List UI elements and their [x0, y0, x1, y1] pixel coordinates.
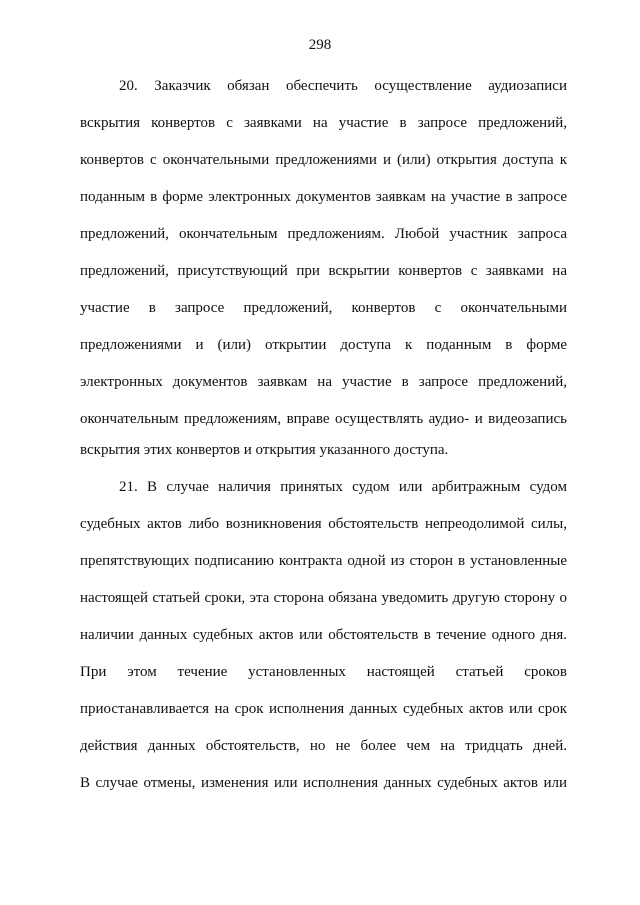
paragraph-21-line: настоящей статьей сроки, эта сторона обязана уведомить другую сторону о — [80, 590, 567, 606]
paragraph-21-line: препятствующих подписанию контракта одной из сторон в установленные — [80, 553, 567, 569]
page-number: 298 — [308, 37, 332, 53]
paragraph-20-line: участие в запросе предложений, конвертов с окончательными — [80, 300, 567, 316]
paragraph-20-line: предложений, присутствующий при вскрытии конвертов с заявками на — [80, 263, 567, 279]
paragraph-21-line: действия данных обстоятельств, но не более чем на тридцать дней. — [80, 738, 567, 754]
paragraph-21-line: В случае отмены, изменения или исполнения данных судебных актов или — [80, 775, 567, 791]
paragraph-21-line: 21. В случае наличия принятых судом или арбитражным судом — [119, 479, 567, 495]
paragraph-20-line: окончательным предложениям, вправе осуществлять аудио- и видеозапись — [80, 411, 567, 427]
paragraph-21-line: наличии данных судебных актов или обстоятельств в течение одного дня. — [80, 627, 567, 643]
paragraph-20-line: предложений, окончательным предложениям. Любой участник запроса — [80, 226, 567, 242]
paragraph-21-line: приостанавливается на срок исполнения данных судебных актов или срок — [80, 701, 567, 717]
paragraph-20-line: вскрытия конвертов с заявками на участие в запросе предложений, — [80, 115, 567, 131]
paragraph-20-line: 20. Заказчик обязан обеспечить осуществление аудиозаписи — [119, 78, 567, 94]
paragraph-20-line: поданным в форме электронных документов заявкам на участие в запросе — [80, 189, 567, 205]
paragraph-20-line: конвертов с окончательными предложениями и (или) открытия доступа к — [80, 152, 567, 168]
paragraph-20-line: предложениями и (или) открытии доступа к поданным в форме — [80, 337, 567, 353]
paragraph-21-line: При этом течение установленных настоящей статьей сроков — [80, 664, 567, 680]
paragraph-20-last-line: вскрытия этих конвертов и открытия указанного доступа. — [80, 442, 449, 458]
paragraph-20-line: электронных документов заявкам на участие в запросе предложений, — [80, 374, 567, 390]
paragraph-21-line: судебных актов либо возникновения обстоятельств непреодолимой силы, — [80, 516, 567, 532]
